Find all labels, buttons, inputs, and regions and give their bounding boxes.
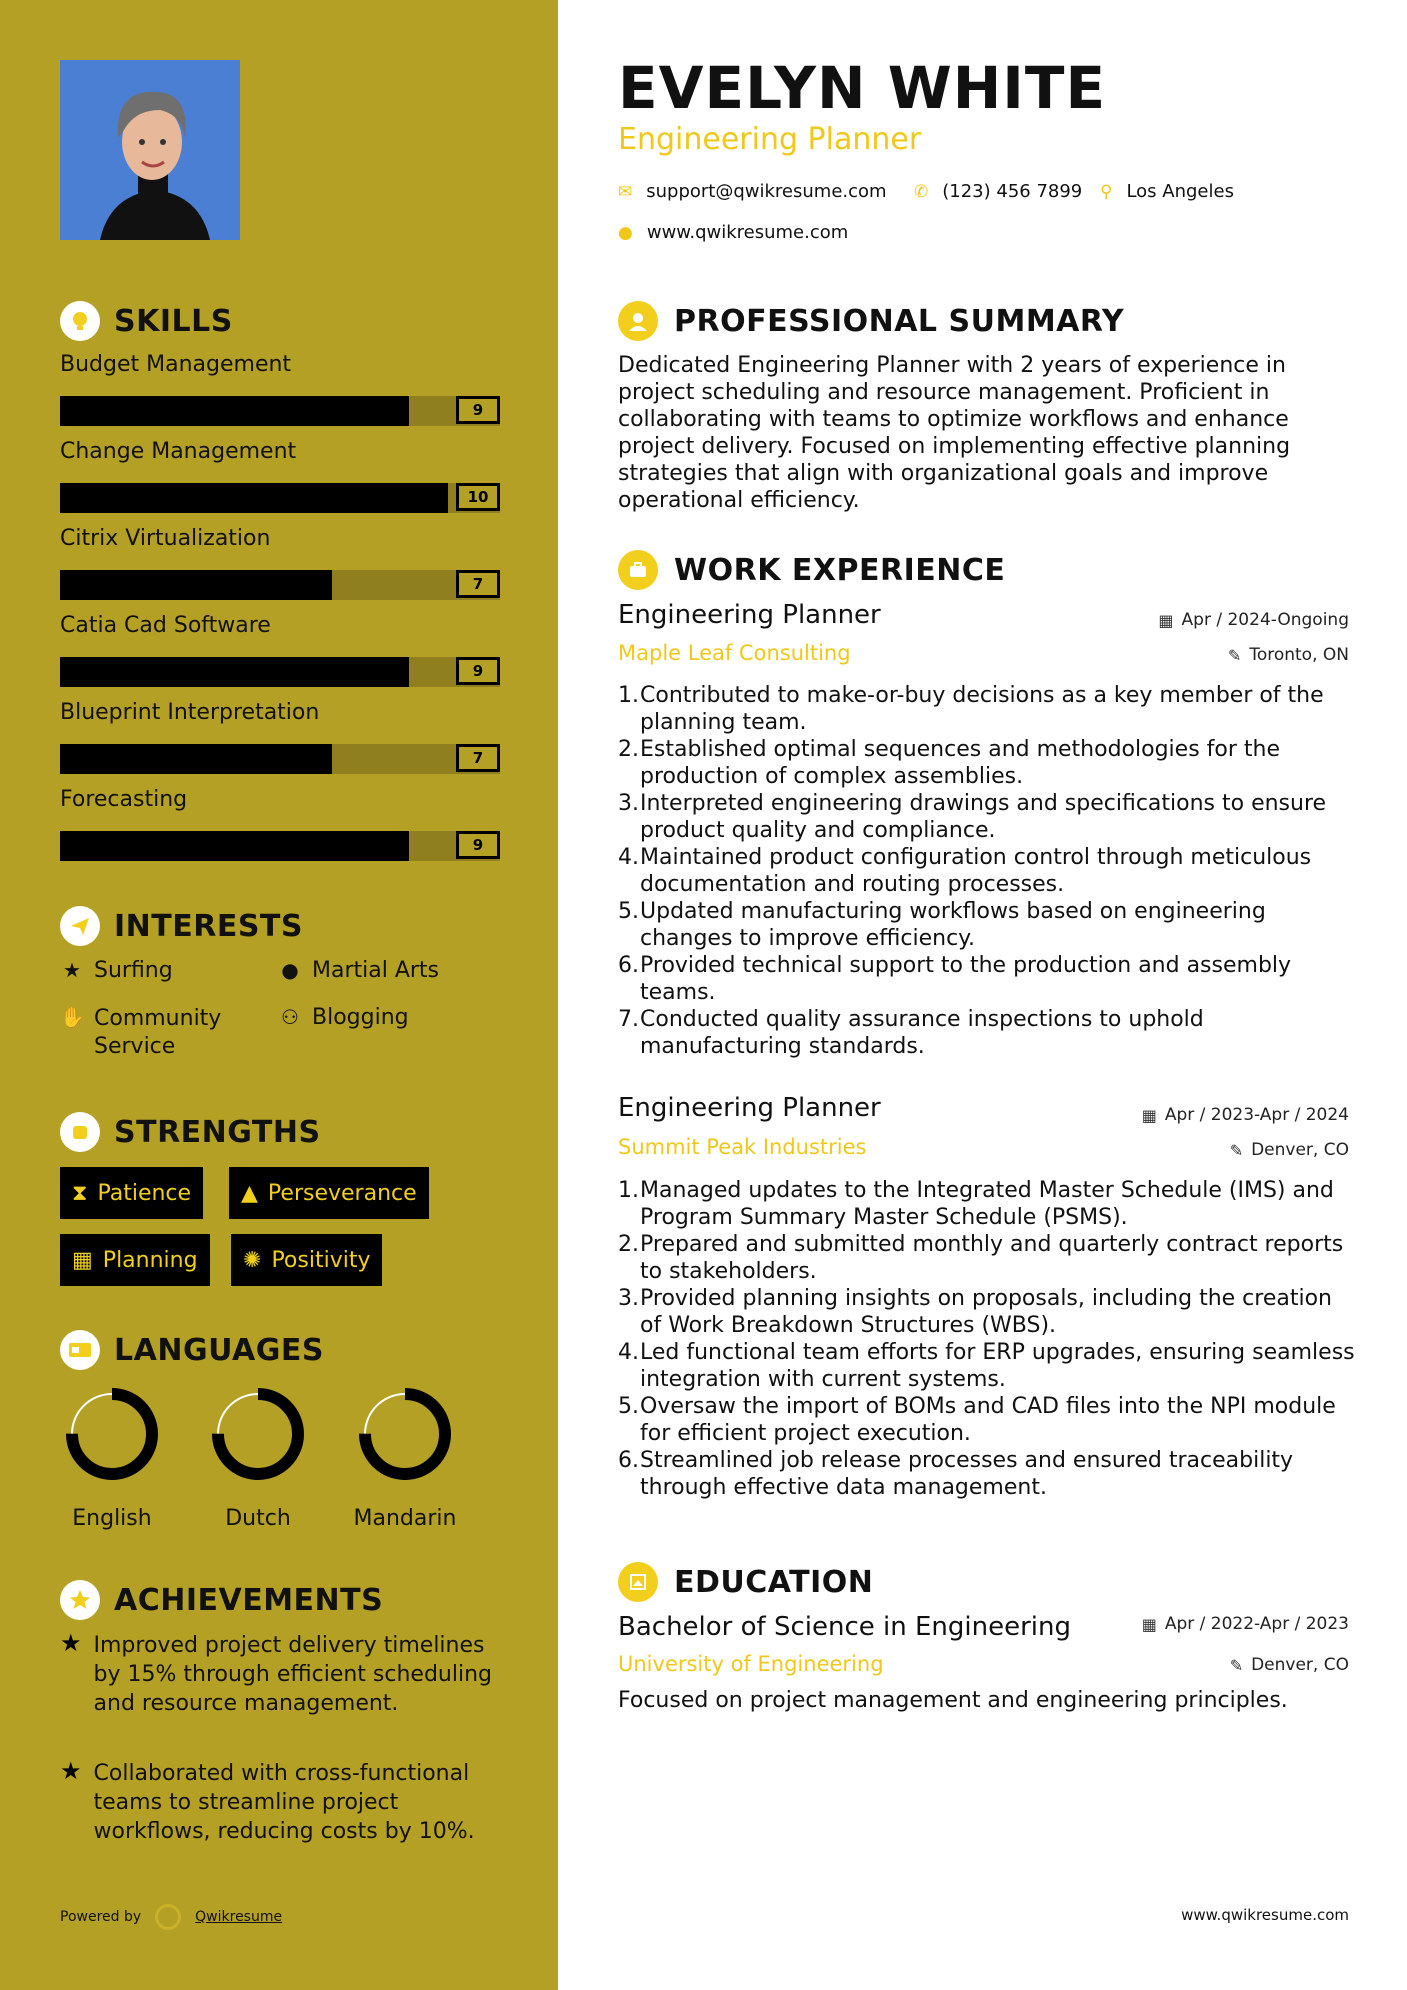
pushpin-icon: ✎ <box>1229 1140 1244 1160</box>
email-text[interactable]: support@qwikresume.com <box>646 181 887 202</box>
lightbulb-icon <box>60 301 100 341</box>
duty-text: Established optimal sequences and methodologies for the production of complex assemblies. <box>640 737 1280 789</box>
hand-icon: ✋ <box>60 1005 85 1029</box>
job-dates <box>1158 610 1349 630</box>
skill-bar-fill <box>60 396 409 426</box>
duty-text: Provided planning insights on proposals, including the creation of Work Breakdown Structures (WBS). <box>640 1286 1332 1338</box>
duty-item: 2. Prepared and submitted monthly and quarterly contract reports to stakeholders. <box>618 1231 1358 1285</box>
achievement-text: Collaborated with cross-functional teams to streamline project workflows, reducing costs by 10%. <box>93 1761 475 1844</box>
languages-title: LANGUAGES <box>114 1332 324 1368</box>
education-dates <box>1142 1614 1349 1634</box>
skill-item <box>60 526 500 600</box>
graduation-cap-icon <box>618 1562 658 1602</box>
candidate-name: EVELYN WHITE <box>618 54 1107 122</box>
language-label: Mandarin <box>353 1506 457 1531</box>
strength-badge <box>60 1167 203 1219</box>
education-dates-text: Apr / 2022-Apr / 2023 <box>1164 1614 1349 1634</box>
duty-item: 1. Managed updates to the Integrated Master Schedule (IMS) and Program Summary Master Schedule (PSMS). <box>618 1177 1358 1231</box>
skill-level-value: 10 <box>456 483 500 511</box>
skill-bar <box>60 570 500 600</box>
paper-plane-icon <box>60 906 100 946</box>
duty-text: Led functional team efforts for ERP upgrades, ensuring seamless integration with current systems. <box>640 1340 1355 1392</box>
degree-title: Bachelor of Science in Engineering <box>618 1612 1071 1642</box>
skill-item <box>60 613 500 687</box>
calendar-icon: ▦ <box>1141 1614 1157 1634</box>
strength-badge <box>231 1234 382 1286</box>
interest-label: Community Service <box>94 1006 222 1059</box>
duty-text: Oversaw the import of BOMs and CAD files into the NPI module for efficient project execution. <box>640 1394 1336 1446</box>
strength-label: Perseverance <box>267 1180 417 1206</box>
job-title: Engineering Planner <box>618 1093 881 1123</box>
shooting-star-icon: ★ <box>60 1757 82 1785</box>
sun-icon: ✺ <box>243 1247 262 1273</box>
skill-name: Catia Cad Software <box>60 613 271 638</box>
education-description: Focused on project management and engineering principles. <box>618 1688 1288 1713</box>
qwikresume-logo-icon <box>155 1904 181 1930</box>
job-duties-list <box>618 1177 1358 1501</box>
pushpin-icon: ✎ <box>1229 1655 1244 1675</box>
achievements-title: ACHIEVEMENTS <box>114 1582 384 1618</box>
duty-item: 4. Maintained product configuration control through meticulous documentation and routing processes. <box>618 844 1358 898</box>
job-location <box>1228 645 1349 665</box>
job-dates-text: Apr / 2023-Apr / 2024 <box>1164 1105 1349 1125</box>
strength-label: Positivity <box>271 1247 371 1273</box>
skill-bar <box>60 483 500 513</box>
job-dates-text: Apr / 2024-Ongoing <box>1181 610 1349 630</box>
powered-by-label: Powered by <box>60 1909 142 1925</box>
globe-icon: ● <box>618 222 633 243</box>
summary-title: PROFESSIONAL SUMMARY <box>674 303 1125 339</box>
summary-text: Dedicated Engineering Planner with 2 years of experience in project scheduling and resource management. Proficient in collaborating with teams to optimize workflows and enhance project delivery. Focused on implementing effective planning strategies that align with organizational goals and improve operational efficiency. <box>618 353 1291 513</box>
job-company: Maple Leaf Consulting <box>618 641 851 665</box>
job-location-text: Toronto, ON <box>1249 645 1349 665</box>
skill-item <box>60 439 500 513</box>
location-text: Los Angeles <box>1126 181 1234 202</box>
calendar-icon: ▦ <box>1158 610 1174 630</box>
contact-phone <box>914 181 1082 202</box>
skill-bar <box>60 831 500 861</box>
achievement-item <box>60 1631 500 1718</box>
duty-text: Prepared and submitted monthly and quarterly contract reports to stakeholders. <box>640 1232 1344 1284</box>
duty-item: 3. Interpreted engineering drawings and specifications to ensure product quality and compliance. <box>618 790 1358 844</box>
experience-title: WORK EXPERIENCE <box>674 552 1006 588</box>
skill-name: Change Management <box>60 439 297 464</box>
interest-item <box>278 1005 409 1030</box>
education-location-text: Denver, CO <box>1251 1655 1349 1675</box>
strength-label: Patience <box>97 1180 192 1206</box>
map-marker-icon: ⚲ <box>1100 181 1113 202</box>
language-label: Dutch <box>225 1506 291 1531</box>
road-icon: ▲ <box>241 1180 258 1206</box>
education-title: EDUCATION <box>674 1564 874 1600</box>
powered-by <box>60 1904 282 1930</box>
job-location-text: Denver, CO <box>1251 1140 1349 1160</box>
candidate-role: Engineering Planner <box>618 122 922 157</box>
skill-bar-fill <box>60 570 332 600</box>
duty-item: 5. Updated manufacturing workflows based on engineering changes to improve efficiency. <box>618 898 1358 952</box>
skill-item <box>60 787 500 861</box>
skill-bar-fill <box>60 744 332 774</box>
interest-label: Surfing <box>94 958 173 983</box>
job-title: Engineering Planner <box>618 600 881 630</box>
star-badge-icon <box>60 1580 100 1620</box>
experience-heading <box>618 550 1005 590</box>
language-ring <box>66 1388 158 1480</box>
summary-heading <box>618 301 1124 341</box>
achievement-item <box>60 1759 500 1846</box>
skill-bar-fill <box>60 831 409 861</box>
skill-item <box>60 352 500 426</box>
strength-badge <box>229 1167 429 1219</box>
skill-level-value: 7 <box>456 570 500 598</box>
job-location <box>1230 1140 1349 1160</box>
achievements-heading <box>60 1580 383 1620</box>
briefcase-icon <box>618 550 658 590</box>
duty-item: 4. Led functional team efforts for ERP upgrades, ensuring seamless integration with current systems. <box>618 1339 1358 1393</box>
skill-bar <box>60 657 500 687</box>
brand-link[interactable]: Qwikresume <box>195 1909 283 1925</box>
interest-item <box>60 958 173 983</box>
duty-text: Provided technical support to the production and assembly teams. <box>640 953 1292 1005</box>
language-label: English <box>72 1506 152 1531</box>
calendar-icon: ▦ <box>1141 1105 1157 1125</box>
skill-name: Citrix Virtualization <box>60 526 271 551</box>
skill-name: Budget Management <box>60 352 292 377</box>
duty-item: 3. Provided planning insights on proposals, including the creation of Work Breakdown Structures (WBS). <box>618 1285 1358 1339</box>
shooting-star-icon: ★ <box>60 1629 82 1657</box>
users-icon: ⚇ <box>281 1005 299 1029</box>
job-duties-list <box>618 682 1358 1060</box>
job-company: Summit Peak Industries <box>618 1135 867 1159</box>
duty-text: Conducted quality assurance inspections to uphold manufacturing standards. <box>640 1007 1204 1059</box>
skill-bar <box>60 396 500 426</box>
duty-text: Streamlined job release processes and ensured traceability through effective data management. <box>640 1448 1294 1500</box>
skill-level-value: 9 <box>456 396 500 424</box>
interest-item <box>278 958 439 983</box>
website-text[interactable]: www.qwikresume.com <box>646 222 849 243</box>
star-icon: ★ <box>63 958 81 982</box>
duty-text: Managed updates to the Integrated Master Schedule (IMS) and Program Summary Master Schedule (PSMS). <box>640 1178 1334 1230</box>
interests-heading <box>60 906 303 946</box>
language-card-icon <box>60 1330 100 1370</box>
language-item <box>52 1388 172 1531</box>
duty-item: 7. Conducted quality assurance inspections to uphold manufacturing standards. <box>618 1006 1358 1060</box>
education-heading <box>618 1562 873 1602</box>
interests-title: INTERESTS <box>114 908 303 944</box>
duty-text: Maintained product configuration control through meticulous documentation and routing processes. <box>640 845 1312 897</box>
language-ring <box>359 1388 451 1480</box>
interest-label: Martial Arts <box>312 958 440 983</box>
envelope-icon: ✉ <box>618 181 633 202</box>
job-dates <box>1142 1105 1349 1125</box>
duty-text: Contributed to make-or-buy decisions as a key member of the planning team. <box>640 683 1324 735</box>
skill-bar <box>60 744 500 774</box>
duty-item: 6. Provided technical support to the production and assembly teams. <box>618 952 1358 1006</box>
skill-bar-fill <box>60 483 448 513</box>
strengths-title: STRENGTHS <box>114 1114 321 1150</box>
duty-text: Updated manufacturing workflows based on engineering changes to improve efficiency. <box>640 899 1266 951</box>
pushpin-icon: ✎ <box>1227 645 1242 665</box>
contact-email[interactable] <box>618 181 887 202</box>
contact-website[interactable] <box>618 222 848 243</box>
duty-item: 5. Oversaw the import of BOMs and CAD files into the NPI module for efficient project execution. <box>618 1393 1358 1447</box>
phone-text: (123) 456 7899 <box>942 181 1083 202</box>
calendar-icon: ▦ <box>72 1247 93 1273</box>
user-icon <box>618 301 658 341</box>
skill-name: Blueprint Interpretation <box>60 700 320 725</box>
skill-level-value: 9 <box>456 657 500 685</box>
skills-heading <box>60 301 233 341</box>
strengths-heading <box>60 1112 321 1152</box>
interest-item <box>60 1005 260 1061</box>
hourglass-icon: ⧗ <box>72 1180 88 1206</box>
strength-label: Planning <box>102 1247 198 1273</box>
skill-name: Forecasting <box>60 787 188 812</box>
school-name: University of Engineering <box>618 1652 884 1676</box>
skill-bar-fill <box>60 657 409 687</box>
phone-icon: ✆ <box>914 181 929 202</box>
language-ring <box>212 1388 304 1480</box>
skill-item <box>60 700 500 774</box>
duty-text: Interpreted engineering drawings and specifications to ensure product quality and compliance. <box>640 791 1327 843</box>
duty-item: 6. Streamlined job release processes and ensured traceability through effective data management. <box>618 1447 1358 1501</box>
contact-location <box>1100 181 1234 202</box>
language-item <box>345 1388 465 1531</box>
fist-icon <box>60 1112 100 1152</box>
languages-heading <box>60 1330 324 1370</box>
language-item <box>198 1388 318 1531</box>
skill-level-value: 7 <box>456 744 500 772</box>
duty-item: 2. Established optimal sequences and methodologies for the production of complex assemblies. <box>618 736 1358 790</box>
achievement-text: Improved project delivery timelines by 15% through efficient scheduling and resource management. <box>93 1633 493 1716</box>
interest-label: Blogging <box>312 1005 409 1030</box>
skill-level-value: 9 <box>456 831 500 859</box>
strength-badge <box>60 1234 210 1286</box>
skills-title: SKILLS <box>114 303 233 339</box>
education-location <box>1230 1655 1349 1675</box>
footer-url[interactable]: www.qwikresume.com <box>1181 1906 1349 1924</box>
profile-photo <box>60 60 240 240</box>
sidebar <box>0 0 558 1990</box>
duty-item: 1. Contributed to make-or-buy decisions as a key member of the planning team. <box>618 682 1358 736</box>
globe-icon: ● <box>281 958 299 982</box>
